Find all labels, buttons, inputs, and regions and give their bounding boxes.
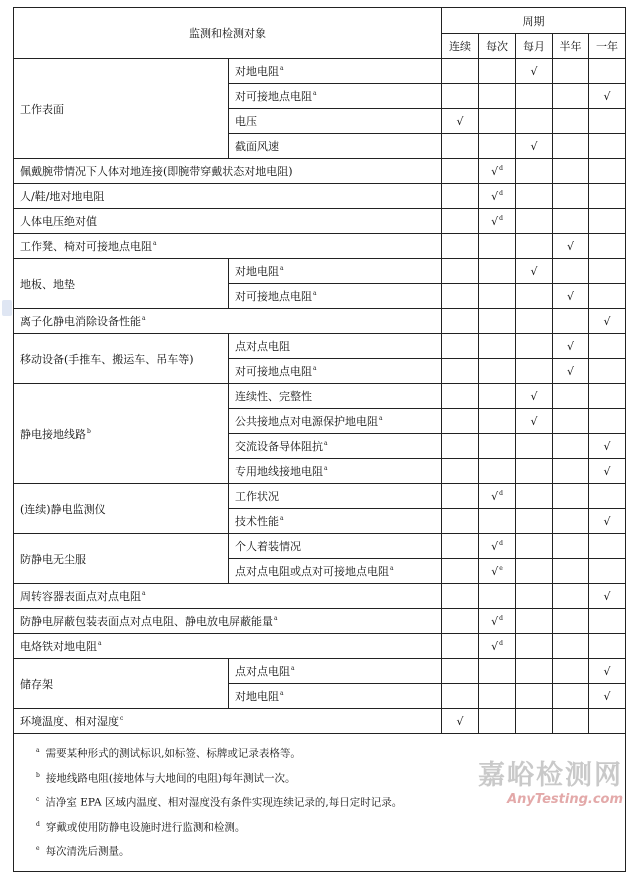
check-mark: √ — [530, 389, 538, 403]
table-row — [14, 484, 626, 509]
period-cell — [516, 434, 553, 459]
period-cell — [479, 709, 516, 734]
period-cell — [442, 309, 479, 334]
row-sub-object-label: 对地电阻 — [235, 65, 279, 78]
period-cell — [442, 659, 479, 684]
period-cell — [553, 309, 589, 334]
footnote-ref: d — [499, 614, 503, 622]
table-row — [14, 659, 626, 684]
row-sub-object — [229, 359, 442, 384]
row-sub-object — [229, 334, 442, 359]
check-mark: √ — [603, 464, 611, 478]
row-sub-object-label: 公共接地点对电源保护地电阻 — [235, 415, 378, 428]
header-object: 监测和检测对象 — [14, 8, 442, 59]
period-cell — [516, 684, 553, 709]
row-object — [14, 59, 229, 159]
period-cell — [553, 434, 589, 459]
check-mark: √ — [603, 689, 611, 703]
period-cell — [516, 309, 553, 334]
period-cell — [553, 584, 589, 609]
row-sub-object — [229, 134, 442, 159]
check-mark: √ — [566, 339, 574, 353]
row-sub-object-label: 电压 — [235, 115, 257, 128]
check-mark: √ — [456, 114, 464, 128]
period-cell — [589, 59, 626, 84]
row-object — [14, 384, 229, 484]
footnote-text: 需要某种形式的测试标识,如标签、标牌或记录表格等。 — [45, 747, 301, 760]
row-object-label: 人体电压绝对值 — [20, 215, 97, 228]
footnote — [36, 814, 615, 839]
footnote-ref: a — [142, 315, 146, 323]
table-row — [14, 609, 626, 634]
period-cell — [516, 159, 553, 184]
period-cell — [553, 284, 589, 309]
period-cell — [516, 709, 553, 734]
footnote-ref: b — [87, 427, 91, 435]
footnote-mark: d — [36, 820, 40, 828]
table-row — [14, 634, 626, 659]
period-cell — [516, 384, 553, 409]
period-cell — [442, 534, 479, 559]
period-cell — [553, 359, 589, 384]
period-cell — [442, 484, 479, 509]
check-mark: √ — [530, 414, 538, 428]
period-cell — [553, 259, 589, 284]
period-cell — [442, 609, 479, 634]
period-cell — [479, 509, 516, 534]
period-cell — [442, 159, 479, 184]
footnote-ref: a — [280, 515, 284, 523]
period-cell — [442, 109, 479, 134]
footnote-ref: d — [499, 539, 503, 547]
period-cell — [442, 134, 479, 159]
footnote-text: 洁净室 EPA 区域内温度、相对湿度没有条件实现连续记录的,每日定时记录。 — [45, 796, 403, 809]
period-cell — [553, 684, 589, 709]
watermark-cn: 嘉峪检测网 — [478, 760, 623, 791]
footnote-mark: c — [36, 796, 40, 803]
row-sub-object — [229, 484, 442, 509]
period-cell — [479, 534, 516, 559]
footnote-ref: d — [499, 164, 503, 172]
table-row — [14, 384, 626, 409]
header-period: 周期 — [442, 8, 626, 34]
header-period-half-year: 半年 — [553, 34, 589, 59]
check-mark: √ — [491, 564, 499, 578]
check-mark: √ — [491, 539, 499, 553]
period-cell — [589, 334, 626, 359]
period-cell — [442, 634, 479, 659]
row-sub-object — [229, 109, 442, 134]
period-cell — [553, 209, 589, 234]
check-mark: √ — [566, 289, 574, 303]
table-row — [14, 159, 626, 184]
footnote-ref: a — [280, 65, 284, 73]
period-cell — [442, 334, 479, 359]
row-sub-object — [229, 384, 442, 409]
period-cell — [442, 409, 479, 434]
check-mark: √ — [566, 364, 574, 378]
row-object — [14, 259, 229, 309]
footnote-ref: a — [379, 415, 383, 423]
period-cell — [589, 84, 626, 109]
row-object — [14, 209, 442, 234]
row-object-label: 工作凳、椅对可接地点电阻 — [20, 240, 152, 253]
period-cell — [553, 234, 589, 259]
row-object-label: 环境温度、相对湿度 — [20, 715, 119, 728]
row-sub-object-label: 对可接地点电阻 — [235, 90, 312, 103]
table-row — [14, 259, 626, 284]
footnote-ref: a — [291, 665, 295, 673]
period-cell — [516, 634, 553, 659]
footnote-text: 每次清洗后测量。 — [45, 845, 130, 858]
row-object — [14, 584, 442, 609]
row-object — [14, 184, 442, 209]
period-cell — [589, 309, 626, 334]
period-cell — [442, 209, 479, 234]
period-cell — [479, 109, 516, 134]
row-object-label: 静电接地线路 — [20, 427, 86, 441]
footnote-ref: a — [390, 565, 394, 573]
period-cell — [479, 434, 516, 459]
table-row — [14, 334, 626, 359]
period-cell — [479, 134, 516, 159]
period-cell — [516, 184, 553, 209]
footnote-ref: a — [324, 465, 328, 473]
period-cell — [479, 409, 516, 434]
period-cell — [442, 584, 479, 609]
table-row — [14, 234, 626, 259]
period-cell — [442, 359, 479, 384]
row-object-label: 地板、地垫 — [20, 277, 75, 291]
period-cell — [516, 509, 553, 534]
footnote-text: 接地线路电阻(接地体与大地间的电阻)每年测试一次。 — [45, 772, 296, 784]
period-cell — [516, 234, 553, 259]
period-cell — [479, 684, 516, 709]
row-sub-object-label: 点对点电阻 — [235, 340, 290, 353]
header-period-each-time: 每次 — [479, 34, 516, 59]
row-object — [14, 609, 442, 634]
period-cell — [442, 509, 479, 534]
period-cell — [442, 184, 479, 209]
row-sub-object-label: 技术性能 — [235, 515, 279, 528]
period-cell — [442, 234, 479, 259]
period-cell — [479, 609, 516, 634]
row-object — [14, 159, 442, 184]
row-sub-object-label: 对可接地点电阻 — [235, 365, 312, 378]
table-row — [14, 184, 626, 209]
row-object — [14, 234, 442, 259]
period-cell — [553, 559, 589, 584]
period-cell — [516, 459, 553, 484]
period-cell — [442, 84, 479, 109]
period-cell — [442, 59, 479, 84]
period-cell — [589, 109, 626, 134]
period-cell — [516, 134, 553, 159]
period-cell — [479, 259, 516, 284]
row-object-label: 移动设备(手推车、搬运车、吊车等) — [20, 352, 194, 366]
period-cell — [516, 534, 553, 559]
period-cell — [589, 134, 626, 159]
footnote-ref: a — [142, 590, 146, 598]
period-cell — [442, 459, 479, 484]
row-object-label: (连续)静电监测仪 — [20, 502, 106, 516]
row-sub-object-label: 截面风速 — [235, 140, 279, 153]
row-sub-object-label: 工作状况 — [235, 490, 279, 503]
period-cell — [589, 534, 626, 559]
footnote-ref: a — [153, 240, 157, 248]
check-mark: √ — [491, 189, 499, 203]
period-cell — [479, 234, 516, 259]
header-period-continuous: 连续 — [442, 34, 479, 59]
period-cell — [553, 334, 589, 359]
period-cell — [516, 284, 553, 309]
row-object-label: 离子化静电消除设备性能 — [20, 315, 141, 328]
check-mark: √ — [603, 439, 611, 453]
footnote-ref: d — [499, 189, 503, 197]
period-cell — [553, 459, 589, 484]
period-cell — [516, 559, 553, 584]
period-cell — [589, 634, 626, 659]
check-mark: √ — [603, 664, 611, 678]
check-mark: √ — [603, 89, 611, 103]
period-cell — [479, 59, 516, 84]
footnote-mark: b — [36, 771, 40, 779]
period-cell — [516, 609, 553, 634]
row-object-label: 佩戴腕带情况下人体对地连接(即腕带穿戴状态对地电阻) — [20, 165, 293, 178]
table-row — [14, 584, 626, 609]
period-cell — [479, 559, 516, 584]
period-cell — [516, 659, 553, 684]
period-cell — [589, 259, 626, 284]
table-body — [14, 59, 626, 872]
check-mark: √ — [491, 214, 499, 228]
check-mark: √ — [491, 489, 499, 503]
table-row — [14, 59, 626, 84]
period-cell — [589, 709, 626, 734]
row-sub-object — [229, 684, 442, 709]
row-sub-object-label: 专用地线接地电阻 — [235, 465, 323, 478]
period-cell — [553, 84, 589, 109]
table-row — [14, 309, 626, 334]
check-mark: √ — [491, 164, 499, 178]
row-sub-object — [229, 409, 442, 434]
period-cell — [442, 284, 479, 309]
footnote-mark: e — [36, 845, 40, 852]
period-cell — [589, 359, 626, 384]
row-object — [14, 334, 229, 384]
period-cell — [479, 334, 516, 359]
footnote-ref: a — [280, 265, 284, 273]
row-object-label: 防静电屏蔽包装表面点对点电阻、静电放电屏蔽能量 — [20, 615, 273, 628]
period-cell — [516, 484, 553, 509]
period-cell — [442, 434, 479, 459]
table-row — [14, 709, 626, 734]
footnote-ref: a — [274, 615, 278, 623]
check-mark: √ — [530, 139, 538, 153]
period-cell — [553, 659, 589, 684]
period-cell — [553, 534, 589, 559]
period-cell — [479, 159, 516, 184]
period-cell — [442, 559, 479, 584]
row-sub-object — [229, 534, 442, 559]
check-mark: √ — [603, 514, 611, 528]
period-cell — [516, 209, 553, 234]
table-row — [14, 534, 626, 559]
footnote-ref: d — [499, 214, 503, 222]
header-period-monthly: 每月 — [516, 34, 553, 59]
row-object-label: 人/鞋/地对地电阻 — [20, 190, 105, 203]
row-sub-object — [229, 59, 442, 84]
footnote-text: 穿戴或使用防静电设施时进行监测和检测。 — [45, 821, 246, 833]
row-sub-object — [229, 284, 442, 309]
period-cell — [479, 659, 516, 684]
period-cell — [442, 709, 479, 734]
footnote-ref: d — [499, 639, 503, 647]
period-cell — [553, 184, 589, 209]
row-sub-object — [229, 84, 442, 109]
monitoring-table — [13, 7, 626, 872]
row-object — [14, 659, 229, 709]
footnote-mark: a — [36, 747, 40, 754]
period-cell — [516, 409, 553, 434]
footnote-ref: a — [280, 690, 284, 698]
row-sub-object-label: 对地电阻 — [235, 265, 279, 278]
period-cell — [589, 384, 626, 409]
check-mark: √ — [456, 714, 464, 728]
watermark-en: AnyTesting.com — [507, 792, 623, 807]
row-object-label: 储存架 — [20, 677, 53, 691]
check-mark: √ — [530, 64, 538, 78]
row-object-label: 电烙铁对地电阻 — [20, 640, 97, 653]
row-object — [14, 484, 229, 534]
row-sub-object-label: 连续性、完整性 — [235, 390, 312, 403]
period-cell — [589, 184, 626, 209]
period-cell — [516, 84, 553, 109]
footnote-ref: c — [120, 715, 124, 723]
period-cell — [553, 159, 589, 184]
check-mark: √ — [491, 614, 499, 628]
watermark — [478, 753, 623, 807]
period-cell — [553, 409, 589, 434]
row-sub-object — [229, 259, 442, 284]
period-cell — [553, 484, 589, 509]
row-object — [14, 309, 442, 334]
period-cell — [553, 134, 589, 159]
period-cell — [589, 659, 626, 684]
period-cell — [589, 159, 626, 184]
row-sub-object-label: 个人着装情况 — [235, 540, 301, 553]
period-cell — [553, 634, 589, 659]
row-sub-object-label: 对地电阻 — [235, 690, 279, 703]
period-cell — [589, 609, 626, 634]
period-cell — [553, 109, 589, 134]
period-cell — [553, 509, 589, 534]
row-sub-object-label: 点对点电阻或点对可接地点电阻 — [235, 565, 389, 578]
row-object — [14, 709, 442, 734]
check-mark: √ — [491, 639, 499, 653]
row-object — [14, 534, 229, 584]
row-sub-object-label: 点对点电阻 — [235, 665, 290, 678]
period-cell — [479, 284, 516, 309]
footnote — [36, 838, 615, 863]
period-cell — [553, 709, 589, 734]
period-cell — [516, 359, 553, 384]
header-period-yearly: 一年 — [589, 34, 626, 59]
footnote-ref: a — [313, 365, 317, 373]
period-cell — [479, 584, 516, 609]
period-cell — [479, 484, 516, 509]
footnote-ref: a — [324, 440, 328, 448]
page-edge-marker — [2, 300, 12, 316]
period-cell — [479, 384, 516, 409]
row-object — [14, 634, 442, 659]
period-cell — [589, 459, 626, 484]
period-cell — [589, 234, 626, 259]
period-cell — [516, 584, 553, 609]
period-cell — [589, 284, 626, 309]
row-sub-object-label: 对可接地点电阻 — [235, 290, 312, 303]
period-cell — [589, 584, 626, 609]
period-cell — [479, 459, 516, 484]
period-cell — [589, 484, 626, 509]
row-object-label: 工作表面 — [20, 102, 64, 116]
footnote-ref: a — [313, 290, 317, 298]
period-cell — [553, 609, 589, 634]
footnote-ref: e — [499, 564, 503, 572]
period-cell — [589, 409, 626, 434]
period-cell — [479, 209, 516, 234]
period-cell — [442, 684, 479, 709]
check-mark: √ — [566, 239, 574, 253]
period-cell — [516, 259, 553, 284]
check-mark: √ — [603, 589, 611, 603]
footnote-ref: a — [98, 640, 102, 648]
row-sub-object — [229, 559, 442, 584]
row-sub-object — [229, 509, 442, 534]
period-cell — [442, 384, 479, 409]
row-sub-object-label: 交流设备导体阻抗 — [235, 440, 323, 453]
period-cell — [479, 84, 516, 109]
period-cell — [479, 359, 516, 384]
check-mark: √ — [530, 264, 538, 278]
period-cell — [479, 634, 516, 659]
period-cell — [589, 509, 626, 534]
period-cell — [589, 209, 626, 234]
check-mark: √ — [603, 314, 611, 328]
period-cell — [479, 184, 516, 209]
row-sub-object — [229, 659, 442, 684]
period-cell — [553, 384, 589, 409]
footnote-ref: a — [313, 90, 317, 98]
period-cell — [589, 434, 626, 459]
row-object-label: 周转容器表面点对点电阻 — [20, 590, 141, 603]
table-row — [14, 209, 626, 234]
period-cell — [589, 684, 626, 709]
period-cell — [479, 309, 516, 334]
row-sub-object — [229, 434, 442, 459]
period-cell — [442, 259, 479, 284]
footnote-ref: d — [499, 489, 503, 497]
period-cell — [516, 334, 553, 359]
row-object-label: 防静电无尘服 — [20, 552, 86, 566]
period-cell — [589, 559, 626, 584]
period-cell — [516, 109, 553, 134]
period-cell — [516, 59, 553, 84]
period-cell — [553, 59, 589, 84]
row-sub-object — [229, 459, 442, 484]
